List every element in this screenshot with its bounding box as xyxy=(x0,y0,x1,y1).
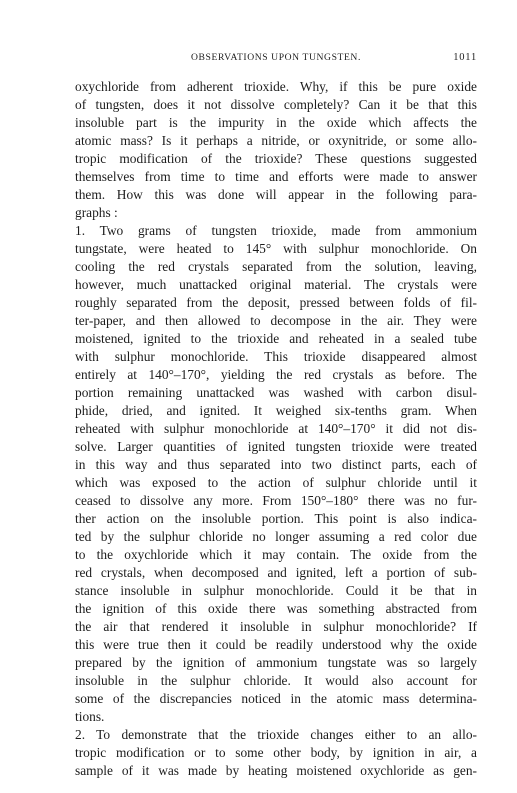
text-line: the ignition of this oxide there was something abstracted from xyxy=(75,601,477,616)
text-line: of tungsten, does it not dissolve completely? Can it be that this xyxy=(75,97,477,112)
text-line: cooling the red crystals separated from the solution, leaving, xyxy=(75,259,477,274)
text-line: which was exposed to the action of sulphur chloride until it xyxy=(75,475,477,490)
text-line: stance insoluble in sulphur monochloride. Could it be that in xyxy=(75,583,477,598)
text-line: 2. To demonstrate that the trioxide changes either to an allo- xyxy=(75,727,477,742)
text-line: roughly separated from the deposit, pressed between folds of fil- xyxy=(75,295,477,310)
text-line: tungstate, were heated to 145° with sulphur monochloride. On xyxy=(75,241,477,256)
text-line: the air that rendered it insoluble in sulphur monochloride? If xyxy=(75,619,477,634)
text-line: atomic mass? Is it perhaps a nitride, or oxynitride, or some allo- xyxy=(75,133,477,148)
text-line: red crystals, when decomposed and ignited, left a portion of sub- xyxy=(75,565,477,580)
text-line: to the oxychloride which it may contain. The oxide from the xyxy=(75,547,477,562)
running-head-title: OBSERVATIONS UPON TUNGSTEN. xyxy=(191,52,361,63)
text-line: phide, dried, and ignited. It weighed six-tenths gram. When xyxy=(75,403,477,418)
page-number: 1011 xyxy=(453,52,477,63)
text-line: this were true then it could be readily understood why the oxide xyxy=(75,637,477,652)
text-line: prepared by the ignition of ammonium tungstate was so largely xyxy=(75,655,477,670)
text-line: reheated with sulphur monochloride at 140°–170° it did not dis- xyxy=(75,421,477,436)
text-line: tropic modification of the trioxide? These questions suggested xyxy=(75,151,477,166)
text-line: portion remaining unattacked was washed with carbon disul- xyxy=(75,385,477,400)
text-line: insoluble part is the impurity in the oxide which affects the xyxy=(75,115,477,130)
running-head xyxy=(75,51,477,65)
text-line: some of the discrepancies noticed in the atomic mass determina- xyxy=(75,691,477,706)
text-line: however, much unattacked original material. The crystals were xyxy=(75,277,477,292)
text-line: ther action on the insoluble portion. This point is also indica- xyxy=(75,511,477,526)
text-line: sample of it was made by heating moistened oxychloride as gen- xyxy=(75,763,477,778)
text-line: tropic modification or to some other body, by ignition in air, a xyxy=(75,745,477,760)
text-line: entirely at 140°–170°, yielding the red crystals as before. The xyxy=(75,367,477,382)
body-text xyxy=(75,78,477,780)
text-line: with sulphur monochloride. This trioxide disappeared almost xyxy=(75,349,477,364)
text-line: in this way and thus separated into two distinct parts, each of xyxy=(75,457,477,472)
text-line: 1. Two grams of tungsten trioxide, made from ammonium xyxy=(75,223,477,238)
text-line: ted by the sulphur chloride no longer assuming a red color due xyxy=(75,529,477,544)
text-line: insoluble in the sulphur chloride. It would also account for xyxy=(75,673,477,688)
text-line: them. How this was done will appear in the following para- xyxy=(75,187,477,202)
text-line: ter-paper, and then allowed to decompose in the air. They were xyxy=(75,313,477,328)
text-line: ceased to dissolve any more. From 150°–180° there was no fur- xyxy=(75,493,477,508)
text-line: tions. xyxy=(75,709,105,724)
text-line: solve. Larger quantities of ignited tungsten trioxide were treated xyxy=(75,439,477,454)
text-line: oxychloride from adherent trioxide. Why, if this be pure oxide xyxy=(75,79,477,94)
text-line: themselves from time to time and efforts were made to answer xyxy=(75,169,477,184)
text-line: graphs : xyxy=(75,205,118,220)
text-line: moistened, ignited to the trioxide and reheated in a sealed tube xyxy=(75,331,477,346)
